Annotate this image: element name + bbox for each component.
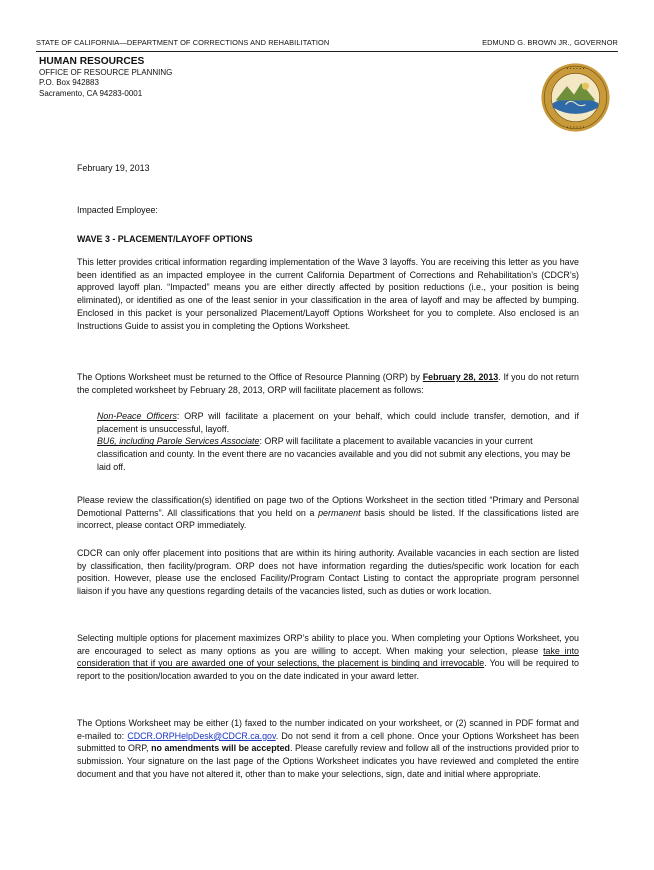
department-block [39, 56, 172, 99]
submission-text-b: . Do not send it from a cell phone. Once your Options Worksheet has been submitted to ORP, [77, 730, 579, 754]
binding-warning: take into consideration that if you are awarded one of your selections, the placement is binding and irrevocable [77, 645, 579, 669]
paragraph-intro [77, 256, 579, 332]
placement-rules [77, 410, 579, 474]
bu6-label: BU6, including Parole Services Associate [97, 436, 260, 447]
paragraph-intro-text: This letter provides critical information regarding implementation of the Wave 3 layoffs. You are receiving this letter as you have been identified as an impacted employee in the current California Department of Corrections and Rehabilitation’s (CDCR’s) approved layoff plan. “Impacted” means you are either directly affected by position reductions (i.e., your position is being eliminated), or identified as one of the least senior in your classification in the area of layoff and may be affected by bumping. Enclosed in this packet is your personalized Placement/Layoff Options Worksheet for you to complete. Also enclosed is an Instructions Guide to assist you in completing the Options Worksheet. [77, 257, 579, 331]
po-box: P.O. Box 942883 [39, 78, 99, 88]
deadline-text-a: The Options Worksheet must be returned to the Office of Resource Planning (ORP) by [77, 372, 423, 382]
department-title: HUMAN RESOURCES [39, 56, 145, 67]
hiring-authority-text: CDCR can only offer placement into positions that are within its hiring authority. Available vacancies in each section are listed by classification, then facility/program. ORP does not have information regarding the duties/specific work location for each position. However, please use the enclosed Facility/Program Contact Listing to contact the appropriate program personnel liaison if you have any questions regarding details of the vacancies listed, such as duties or work location. [77, 548, 579, 597]
selection-text-b: . You will be required to report to the position/location awarded to you on the date indicated in your award letter. [77, 658, 579, 682]
svg-text:• • • • • •: • • • • • • [566, 125, 585, 130]
paragraph-hiring-authority [77, 547, 579, 598]
deadline-text-b: . If you do not return the completed worksheet by February 28, 2013, ORP will facilitate placement as follows: [77, 372, 579, 395]
state-department-label: STATE OF CALIFORNIA—DEPARTMENT OF CORRECTIONS AND REHABILITATION [36, 38, 330, 47]
letterhead-bar [36, 38, 618, 50]
office-name: OFFICE OF RESOURCE PLANNING [39, 68, 173, 77]
selection-text-a: Selecting multiple options for placement maximizes ORP’s ability to place you. When completing your Options Worksheet, you are encouraged to select as many options as you are willing to accept. When making your selection, please [77, 633, 579, 656]
letterhead-rule [36, 51, 618, 52]
submission-text-a: The Options Worksheet may be either (1) faxed to the number indicated on your worksheet, or (2) scanned in PDF format and e-mailed to: [77, 718, 579, 741]
help-desk-email-link[interactable]: CDCR.ORPHelpDesk@CDCR.ca.gov [127, 730, 276, 741]
governor-label: EDMUND G. BROWN JR., GOVERNOR [482, 38, 618, 47]
classifications-text-a: Please review the classification(s) identified on page two of the Options Worksheet in the section titled “Primary and Personal Demotional Patterns”. All classifications that you held on a [77, 495, 579, 518]
submission-text-c: . Please carefully review and follow all of the instructions provided prior to submission. Your signature on the last page of the Options Worksheet indicates you have reviewed and completed the entire document and that you have not altered it, other than to make your selections, sign, date and initial where appropriate. [77, 743, 579, 779]
classifications-text-b: basis should be listed. If the classifications listed are incorrect, please contact ORP immediately. [77, 507, 579, 531]
paragraph-selection [77, 632, 579, 683]
salutation: Impacted Employee: [77, 205, 158, 215]
state-seal-icon [540, 62, 611, 133]
city-address: Sacramento, CA 94283-0001 [39, 88, 143, 98]
permanent-emphasis: permanent [318, 507, 361, 518]
letter-heading: WAVE 3 - PLACEMENT/LAYOFF OPTIONS [77, 234, 253, 244]
paragraph-submission [77, 717, 579, 781]
non-peace-label: Non-Peace Officers [97, 411, 177, 421]
paragraph-classifications [77, 494, 579, 532]
bu6-text: : ORP will facilitate a placement to available vacancies in your current classification and county. In the event there are no vacancies available and you did not submit any elections, you may be laid off. [97, 436, 571, 472]
deadline-date: February 28, 2013 [422, 372, 499, 382]
letter-date: February 19, 2013 [77, 163, 150, 173]
svg-text:• • • • • •: • • • • • • [566, 66, 585, 71]
paragraph-deadline [77, 371, 579, 396]
no-amendments-emphasis: no amendments will be accepted [151, 743, 290, 754]
non-peace-text: : ORP will facilitate a placement on your behalf, which could include transfer, demotion, and if placement is unsuccessful, layoff. [97, 411, 579, 434]
